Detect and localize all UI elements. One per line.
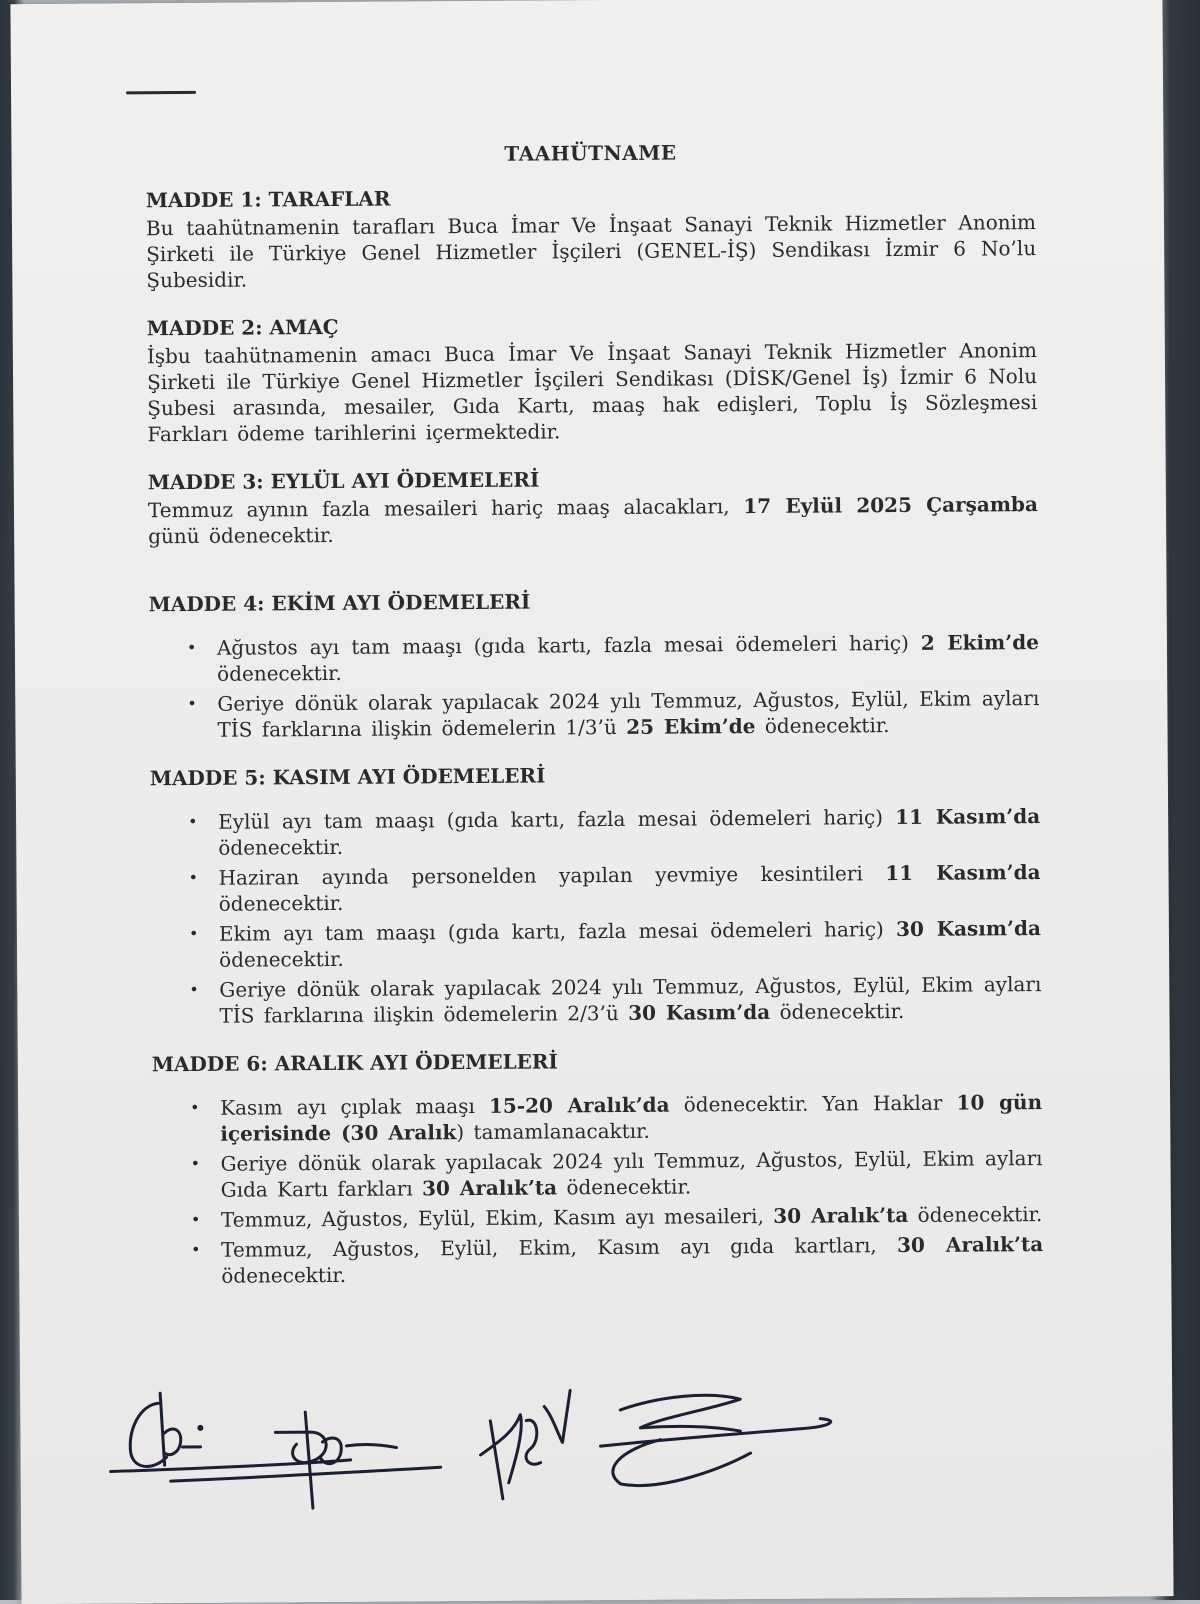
text-segment: ödenecektir. (219, 946, 344, 972)
bullet-icon: • (188, 923, 199, 943)
list-item (190, 1145, 1042, 1203)
page-mark-line (126, 91, 196, 94)
bullet-icon: • (187, 693, 197, 713)
text-segment: günü ödenecektir. (148, 522, 334, 549)
text-segment: ödenecektir. (218, 890, 344, 916)
text-segment: Kasım ayı çıplak maaşı (220, 1093, 490, 1120)
handwritten-signatures-icon (100, 1368, 861, 1533)
bullet-icon: • (188, 867, 199, 887)
article-1 (146, 181, 1037, 293)
text-segment: ödenecektir. (908, 1202, 1043, 1227)
list-item (188, 859, 1040, 917)
payment-date: 30 Kasım’da (895, 916, 1042, 942)
text-segment: ödenecektir. (217, 660, 342, 686)
bullet-icon: • (190, 1097, 200, 1117)
list-item (191, 1231, 1043, 1289)
list-item (191, 1201, 1043, 1233)
text-segment: Geriye dönük olarak yapılacak 2024 yılı Temmuz, Ağustos, Eylül, Ekim ayları TİS farklarına ilişkin ödemelerin 1/3’ü (217, 686, 1040, 742)
text-segment: ödenecektir. (221, 1262, 347, 1288)
list-item (187, 629, 1039, 687)
article-heading: MADDE 2: AMAÇ (146, 314, 339, 341)
payment-date: 30 Aralık’ta (421, 1175, 558, 1201)
text-segment: Eylül ayı tam maaşı (gıda kartı, fazla mesai ödemeleri hariç) (218, 805, 896, 834)
text-segment: Geriye dönük olarak yapılacak 2024 yılı Temmuz, Ağustos, Eylül, Ekim ayları TİS farklarına ilişkin ödemelerin 2/3’ü (219, 972, 1042, 1028)
payment-date: 17 Eylül 2025 Çarşamba (743, 492, 1039, 519)
article-3 (148, 463, 1039, 549)
document-body (145, 127, 1043, 1311)
payment-date: 11 Kasım’da (885, 860, 1041, 886)
text-segment: ödenecektir. (218, 834, 344, 860)
text-segment: Ekim ayı tam maaşı (gıda kartı, fazla mesai ödemeleri hariç) (218, 917, 897, 946)
text-segment: Geriye dönük olarak yapılacak 2024 yılı Temmuz, Ağustos, Eylül, Ekim ayları Gıda Kartı farkları (220, 1146, 1043, 1202)
article-text: İşbu taahütnamenin amacı Buca İmar Ve İnşaat Sanayi Teknik Hizmetler Anonim Şirketi ile Türkiye Genel Hizmetler İşçileri Sendikası (DİSK/Genel İş) İzmir 6 Nolu Şubesi arasında, mesailer, Gıda Kartı, maaş hak edişleri, Toplu İş Sözleşmesi Farkları ödeme tarihlerini içermektedir. (146, 338, 1038, 447)
payment-date: 11 Kasım’da (895, 804, 1041, 830)
bullet-icon: • (186, 637, 197, 657)
bullet-icon: • (190, 1209, 201, 1229)
list-item (190, 1089, 1042, 1147)
text-segment: ödenecektir. (556, 1174, 692, 1200)
payment-date: 2 Ekim’de (920, 630, 1039, 655)
article-heading: MADDE 4: EKİM AYI ÖDEMELERİ (148, 589, 531, 617)
payment-date: 30 Kasım’da (628, 999, 771, 1025)
article-text (148, 491, 1038, 549)
document-title: TAAHÜTNAME (504, 140, 677, 166)
article-4 (149, 585, 1040, 743)
text-segment: ödenecektir. (770, 998, 905, 1024)
list-item (188, 803, 1040, 861)
payment-date: 30 Aralık’ta (896, 1232, 1044, 1258)
list-item (187, 685, 1039, 743)
article-6 (152, 1045, 1044, 1289)
list-item (189, 971, 1041, 1029)
text-segment: Haziran ayında personelden yapılan yevmiye kesintileri (218, 861, 886, 890)
bullet-icon: • (188, 811, 198, 831)
list-item (189, 915, 1041, 973)
bullet-icon: • (189, 979, 199, 999)
article-heading: MADDE 6: ARALIK AYI ÖDEMELERİ (151, 1049, 558, 1077)
bullet-icon: • (191, 1239, 201, 1259)
text-segment: ödenecektir. Yan Haklar (669, 1090, 957, 1117)
article-2 (147, 309, 1038, 447)
text-segment: ödenecektir. (755, 713, 890, 739)
text-segment: Temmuz, Ağustos, Eylül, Ekim, Kasım ayı mesaileri, (220, 1203, 774, 1232)
payment-date: 30 Aralık’ta (773, 1202, 909, 1228)
bullet-list (150, 803, 1042, 1029)
text-segment: Temmuz, Ağustos, Eylül, Ekim, Kasım ayı gıda kartları, (221, 1233, 898, 1262)
text-segment: ) tamamlanacaktır. (456, 1118, 650, 1145)
text-segment: Ağustos ayı tam maaşı (gıda kartı, fazla mesai ödemeleri hariç) (216, 630, 921, 660)
payment-date: 15-20 Aralık’da (488, 1092, 670, 1118)
payment-deadline: 10 gün içerisinde (30 Aralık (220, 1090, 1043, 1146)
text-segment: Temmuz ayının fazla mesaileri hariç maaş alacakları, (147, 494, 744, 523)
article-heading: MADDE 1: TARAFLAR (145, 186, 391, 213)
article-5 (150, 759, 1042, 1029)
bullet-list (149, 629, 1040, 743)
article-heading: MADDE 5: KASIM AYI ÖDEMELERİ (149, 763, 546, 791)
bullet-icon: • (190, 1153, 201, 1173)
bullet-list (152, 1089, 1043, 1289)
payment-date: 25 Ekim’de (626, 714, 756, 739)
article-text: Bu taahütnamenin tarafları Buca İmar Ve İnşaat Sanayi Teknik Hizmetler Anonim Şirketi ile Türkiye Genel Hizmetler İşçileri (GENEL-İŞ) Sendikası İzmir 6 No’lu Şubesidir. (145, 210, 1037, 293)
article-heading: MADDE 3: EYLÜL AYI ÖDEMELERİ (147, 467, 540, 495)
document-page (10, 0, 1173, 1604)
